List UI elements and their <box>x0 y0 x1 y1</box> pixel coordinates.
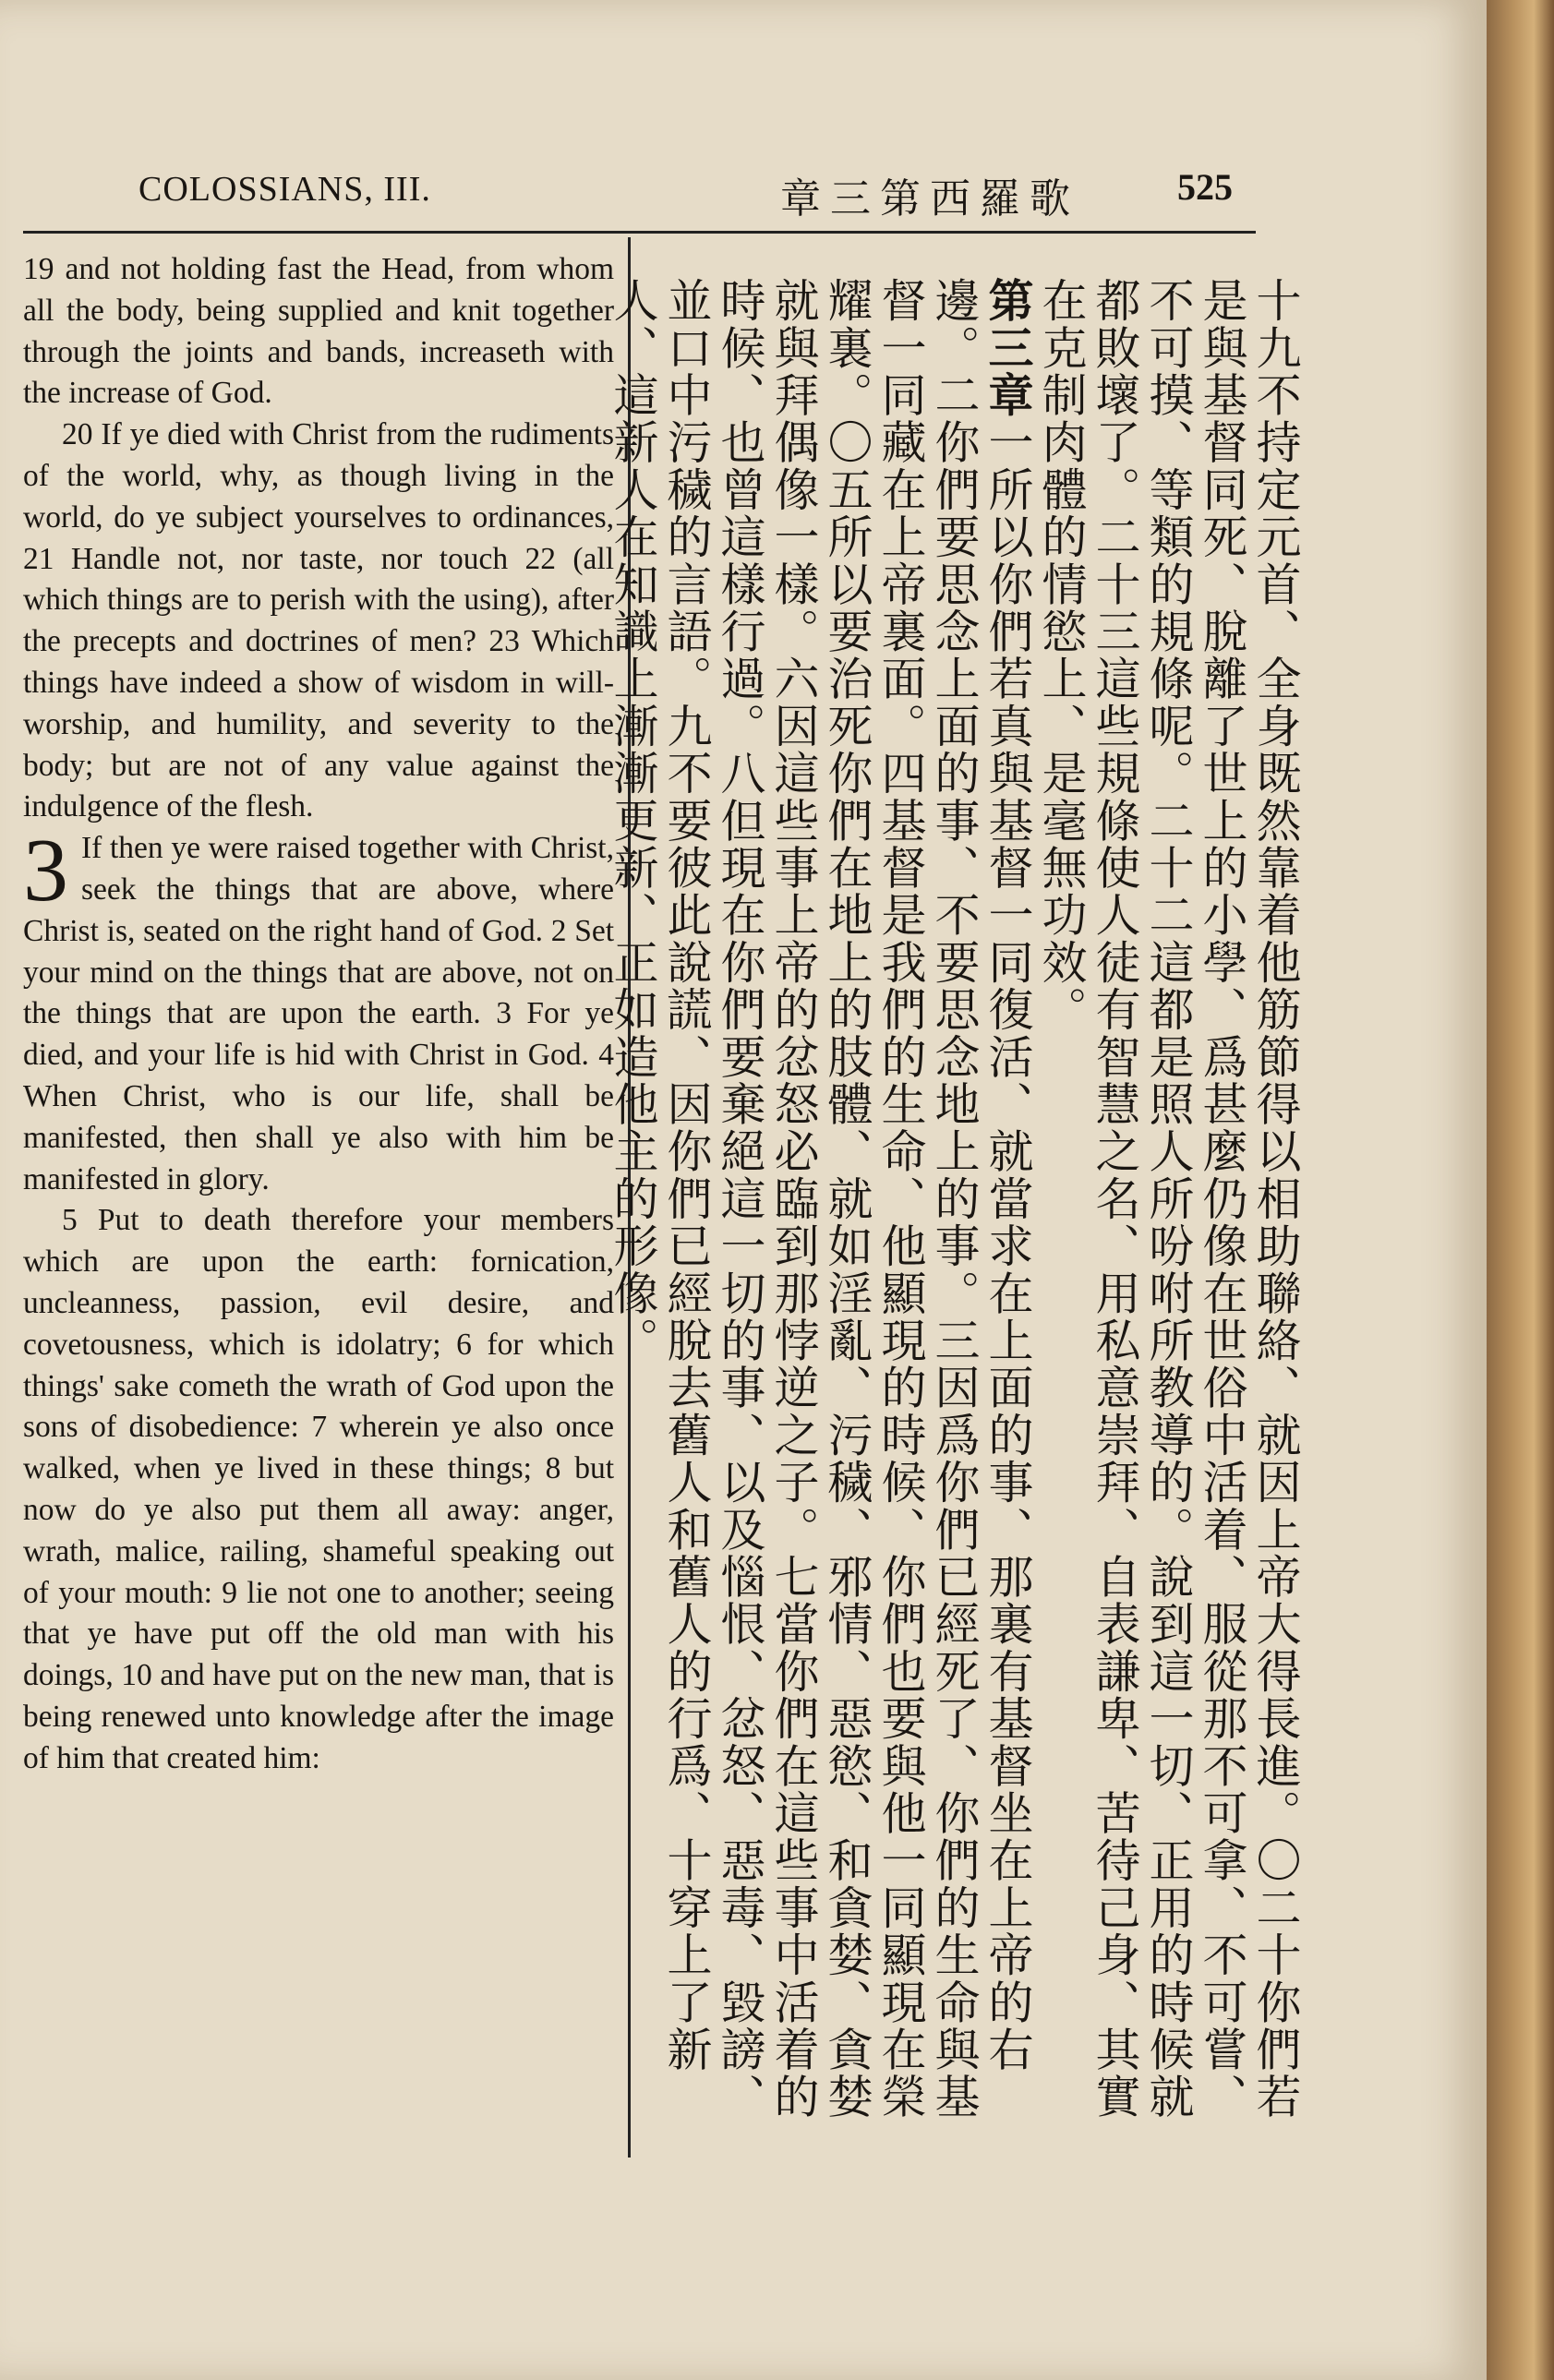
running-header <box>23 152 1270 226</box>
page-edge <box>1487 0 1554 2380</box>
page-number: 525 <box>1177 166 1233 208</box>
english-paragraph-3-1: If then ye were raised together with Christ, seek the things that are above, where Christ is, seated on the right hand of God. 2 Set your mind on the things that are above, not on the things that are upon the earth. 3 For ye died, and your life is hid with Christ in God. 4 When Christ, who is our life, shall be manifested, then shall ye also with him be manifested in glory. <box>23 831 614 1196</box>
english-paragraph-19: 19 and not holding fast the Head, from whom all the body, being supplied and knit together through the joints and bands, increaseth with the increase of God. <box>23 252 614 411</box>
english-paragraph-chapter3 <box>23 821 614 1200</box>
chapter-numeral: 3 <box>23 821 68 921</box>
chinese-chapter-title: 第三章 <box>982 277 1034 419</box>
header-english-title: COLOSSIANS, III. <box>139 170 431 209</box>
chinese-paragraph-19: 十九不持定元首、全身既然靠着他筋節得以相助聯絡、就因上帝大得長進。〇二十你們若是與基督同死、脫離了世上的小學、爲甚麼仍像在世俗中活着、服從那不可拿、不可嘗、不可摸、等類的規條呢。二十二這都是照人所吩咐所教導的。說到這一切、正用的時候就都敗壞了。二十三這些規條使人徒有智慧之名、用私意崇拜、自表謙卑、苦待己身、其實在克制肉體的情慾上、是毫無功效。 <box>1035 277 1302 2121</box>
header-chinese-title: 章三第西羅歌 <box>780 175 1079 222</box>
english-column <box>23 249 614 2170</box>
chinese-chapter-block <box>606 277 1034 2160</box>
english-paragraph-5: 5 Put to death therefore your members which are upon the earth: fornication, uncleanness, passion, evil desire, and covetousness, which is idolatry; 6 for which things' sake cometh the wrath of God upon the sons of disobedience: 7 wherein ye also once walked, when ye lived in these things; 8 but now do ye also put them all away: anger, wrath, malice, railing, shameful speaking out of your mouth: 9 lie not one to another; seeing that ye have put off the old man with his doings, 10 and have put on the new man, that is being renewed unto knowledge after the image of him that created him: <box>23 1203 614 1775</box>
english-paragraph-20: 20 If ye died with Christ from the rudiments of the world, why, as though living in the world, do ye subject yourselves to ordinances, 21 Handle not, nor taste, nor touch 22 (all which things are to perish with the using), after the precepts and doctrines of men? 23 Which things have indeed a show of wisdom in will-worship, and humility, and severity to the body; but are not of any value against the indulgence of the flesh. <box>23 417 614 824</box>
chinese-column <box>607 277 1302 2160</box>
chinese-paragraph-3-1: 一所以你們若真與基督一同復活、就當求在上面的事、那裏有基督坐在上帝的右邊。二你們要思念上面的事、不要思念地上的事。三因爲你們已經死了、你們的生命與基督一同藏在上帝裏面。四基督是我們的生命、他顯現的時候、你們也要與他一同顯現在榮耀裏。〇五所以要治死你們在地上的肢體、就如淫亂、污穢、邪情、惡慾、和貪婪、貪婪就與拜偶像一樣。六因這些事上帝的忿怒必臨到那悖逆之子。七當你們在這些事中活着的時候、也曾這樣行過。八但現在你們要棄絕這一切的事、以及惱恨、忿怒、惡毒、毀謗、並口中污穢的言語。九不要彼此說謊、因你們已經脫去舊人和舊人的行爲、十穿上了新人、這新人在知識上漸漸更新、正如造他主的形像。 <box>607 277 1034 2121</box>
header-rule <box>23 231 1256 234</box>
